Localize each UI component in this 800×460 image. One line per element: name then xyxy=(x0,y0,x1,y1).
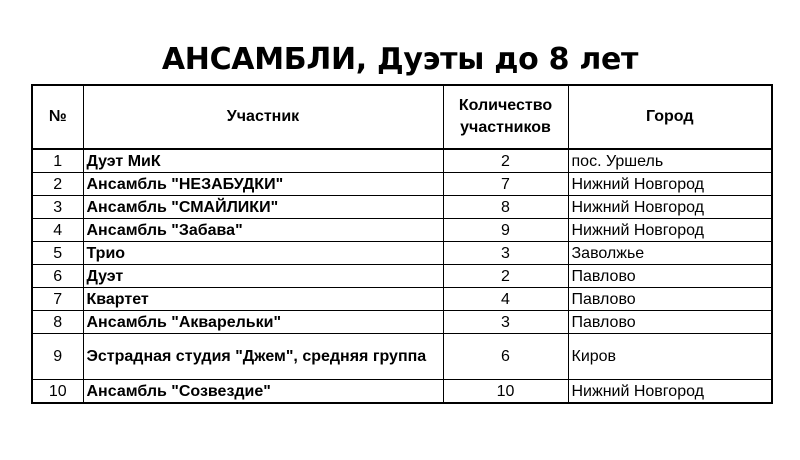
row-num: 4 xyxy=(32,219,83,242)
row-count: 2 xyxy=(443,265,568,288)
table-row xyxy=(32,311,772,334)
row-num: 3 xyxy=(32,196,83,219)
row-count: 6 xyxy=(443,334,568,380)
row-num: 10 xyxy=(32,380,83,404)
row-participant: Эстрадная студия "Джем", средняя группа xyxy=(83,334,443,380)
header-count: Количество участников xyxy=(443,85,568,149)
row-num: 2 xyxy=(32,173,83,196)
table-header xyxy=(32,85,772,149)
row-num: 8 xyxy=(32,311,83,334)
row-city: Нижний Новгород xyxy=(568,196,772,219)
table-body xyxy=(32,149,772,403)
header-num: № xyxy=(32,85,83,149)
row-city: Заволжье xyxy=(568,242,772,265)
results-table xyxy=(31,84,773,404)
table-row xyxy=(32,334,772,380)
row-participant: Ансамбль "Забава" xyxy=(83,219,443,242)
row-city: пос. Уршель xyxy=(568,149,772,173)
header-row xyxy=(32,85,772,149)
table-row xyxy=(32,196,772,219)
row-count: 3 xyxy=(443,242,568,265)
row-city: Павлово xyxy=(568,311,772,334)
row-count: 8 xyxy=(443,196,568,219)
row-num: 5 xyxy=(32,242,83,265)
row-count: 4 xyxy=(443,288,568,311)
page-title: АНСАМБЛИ, Дуэты до 8 лет xyxy=(161,42,639,77)
table-row xyxy=(32,149,772,173)
row-participant: Квартет xyxy=(83,288,443,311)
row-participant: Дуэт xyxy=(83,265,443,288)
row-num: 1 xyxy=(32,149,83,173)
row-participant: Ансамбль "НЕЗАБУДКИ" xyxy=(83,173,443,196)
table-row xyxy=(32,242,772,265)
row-num: 6 xyxy=(32,265,83,288)
row-participant: Трио xyxy=(83,242,443,265)
row-city: Нижний Новгород xyxy=(568,380,772,404)
row-count: 7 xyxy=(443,173,568,196)
row-participant: Ансамбль "Созвездие" xyxy=(83,380,443,404)
table-row xyxy=(32,219,772,242)
row-count: 10 xyxy=(443,380,568,404)
row-city: Нижний Новгород xyxy=(568,219,772,242)
table-row xyxy=(32,380,772,404)
row-participant: Ансамбль "СМАЙЛИКИ" xyxy=(83,196,443,219)
header-participant: Участник xyxy=(83,85,443,149)
row-count: 2 xyxy=(443,149,568,173)
row-city: Павлово xyxy=(568,288,772,311)
table-row xyxy=(32,173,772,196)
row-participant: Дуэт МиК xyxy=(83,149,443,173)
row-city: Нижний Новгород xyxy=(568,173,772,196)
row-count: 3 xyxy=(443,311,568,334)
row-num: 7 xyxy=(32,288,83,311)
table-row xyxy=(32,265,772,288)
row-city: Павлово xyxy=(568,265,772,288)
row-city: Киров xyxy=(568,334,772,380)
table-row xyxy=(32,288,772,311)
row-participant: Ансамбль "Акварельки" xyxy=(83,311,443,334)
row-count: 9 xyxy=(443,219,568,242)
row-num: 9 xyxy=(32,334,83,380)
header-city: Город xyxy=(568,85,772,149)
